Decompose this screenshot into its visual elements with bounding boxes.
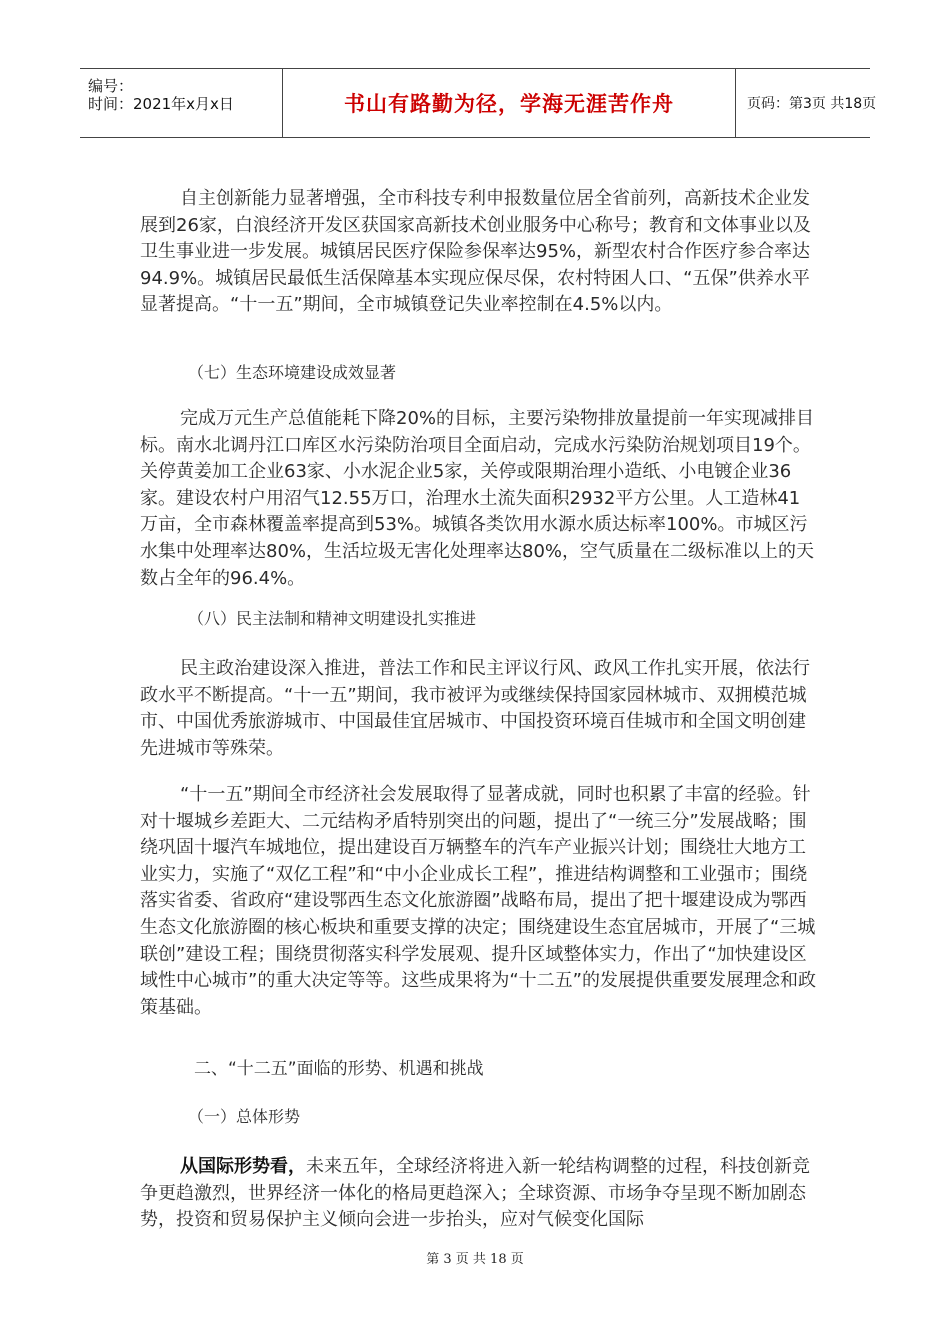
header-motto-cell (282, 69, 736, 137)
paragraph-international-text: 未来五年，全球经济将进入新一轮结构调整的过程，科技创新竞争更趋激烈，世界经济一体化的格局更趋深入；全球资源、市场争夺呈现不断加剧态势，投资和贸易保护主义倾向会进一步抬头，应对气候变化国际 (140, 1156, 810, 1231)
page-footer: 第 3 页 共 18 页 (426, 1252, 524, 1267)
header-motto: 书山有路勤为径，学海无涯苦作舟 (344, 92, 674, 116)
section-heading-7: （七）生态环境建设成效显著 (188, 363, 397, 382)
paragraph-ecology: 完成万元生产总值能耗下降20%的目标，主要污染物排放量提前一年实现减排目标。南水北调丹江口库区水污染防治项目全面启动，完成水污染防治规划项目19个。关停黄姜加工企业63家、小水泥企业5家，关停或限期治理小造纸、小电镀企业36家。建设农村户用沼气12.55万口，治理水土流失面积2932平方公里。人工造林41万亩，全市森林覆盖率提高到53%。城镇各类饮用水源水质达标率100%。市城区污水集中处理率达80%，生活垃圾无害化处理率达80%，空气质量在二级标准以上的天数占全年的96.4%。 (140, 408, 815, 589)
paragraph-lead-bold: 从国际形势看， (180, 1156, 306, 1177)
header-page-info: 页码：第3页 共18页 (747, 96, 877, 112)
chapter-heading-2: 二、“十二五”面临的形势、机遇和挑战 (194, 1059, 484, 1079)
section-heading-overall: （一）总体形势 (188, 1107, 301, 1126)
document-date-label: 时间：2021年x月x日 (88, 95, 234, 113)
paragraph-international (140, 1154, 816, 1234)
document-number-label: 编号： (88, 77, 134, 95)
paragraph-innovation: 自主创新能力显著增强，全市科技专利申报数量位居全省前列，高新技术企业发展到26家，白浪经济开发区获国家高新技术创业服务中心称号；教育和文体事业以及卫生事业进一步发展。城镇居民医疗保险参保率达95%，新型农村合作医疗参合率达94.9%。城镇居民最低生活保障基本实现应保尽保，农村特困人口、“五保”供养水平显著提高。“十一五”期间，全市城镇登记失业率控制在4.5%以内。 (140, 188, 811, 316)
paragraph-democracy: 民主政治建设深入推进，普法工作和民主评议行风、政风工作扎实开展，依法行政水平不断提高。“十一五”期间，我市被评为或继续保持国家园林城市、双拥模范城市、中国优秀旅游城市、中国最佳宜居城市、中国投资环境百佳城市和全国文明创建先进城市等殊荣。 (140, 658, 810, 759)
header-page-cell (735, 69, 877, 137)
header-meta (80, 69, 282, 137)
page-header (80, 68, 877, 138)
section-heading-8: （八）民主法制和精神文明建设扎实推进 (188, 609, 477, 628)
paragraph-summary: “十一五”期间全市经济社会发展取得了显著成就，同时也积累了丰富的经验。针对十堰城乡差距大、二元结构矛盾特别突出的问题，提出了“一统三分”发展战略；围绕巩固十堰汽车城地位，提出建设百万辆整车的汽车产业振兴计划；围绕壮大地方工业实力，实施了“双亿工程”和“中小企业成长工程”，推进结构调整和工业强市；围绕落实省委、省政府“建设鄂西生态文化旅游圈”战略布局，提出了把十堰建设成为鄂西生态文化旅游圈的核心板块和重要支撑的决定；围绕建设生态宜居城市，开展了“三城联创”建设工程；围绕贯彻落实科学发展观、提升区域整体实力，作出了“加快建设区域性中心城市”的重大决定等等。这些成果将为“十二五”的发展提供重要发展理念和政策基础。 (140, 784, 816, 1018)
